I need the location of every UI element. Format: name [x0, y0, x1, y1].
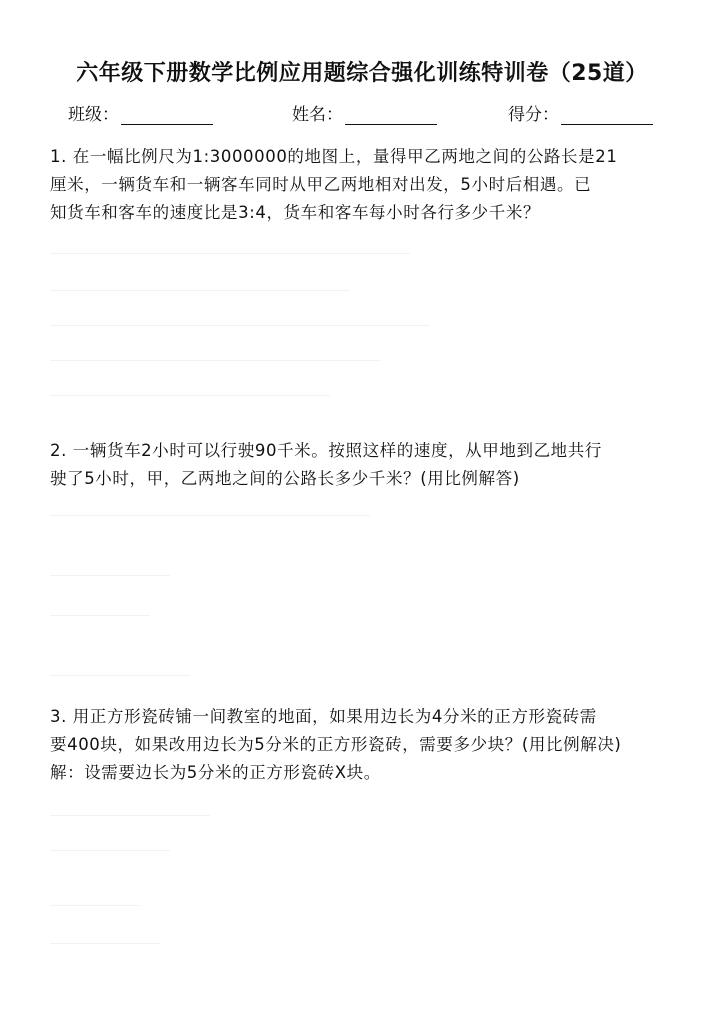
student-info-row: [0, 100, 724, 130]
answer-area-1: [50, 245, 480, 415]
question-1-line-2: 厘米，一辆货车和一辆客车同时从甲乙两地相对出发，5小时后相遇。已: [50, 175, 592, 194]
name-label: 姓名：: [292, 105, 343, 125]
faint-guide-line: [50, 675, 190, 676]
page-title: 六年级下册数学比例应用题综合强化训练特训卷（25道）: [76, 61, 648, 86]
score-label: 得分：: [508, 105, 559, 125]
faint-guide-line: [50, 395, 330, 396]
score-blank: [561, 104, 653, 125]
faint-guide-line: [50, 575, 170, 576]
question-3: [50, 703, 686, 787]
faint-guide-line: [50, 815, 210, 816]
question-2-line-2: 驶了5小时，甲，乙两地之间的公路长多少千米？(用比例解答): [50, 469, 520, 488]
faint-guide-line: [50, 615, 150, 616]
question-3-line-2: 要400块，如果改用边长为5分米的正方形瓷砖，需要多少块？(用比例解决): [50, 735, 622, 754]
class-field: [68, 100, 213, 125]
faint-guide-line: [50, 290, 350, 291]
faint-guide-line: [50, 515, 370, 516]
faint-guide-line: [50, 905, 140, 906]
question-1: [50, 143, 686, 227]
name-blank: [345, 104, 437, 125]
faint-guide-line: [50, 325, 430, 326]
question-3-line-3: 解：设需要边长为5分米的正方形瓷砖X块。: [50, 763, 381, 782]
answer-area-3: [50, 805, 480, 965]
answer-area-2: [50, 505, 480, 690]
score-field: [508, 100, 653, 125]
question-3-line-1: 3. 用正方形瓷砖铺一间教室的地面，如果用边长为4分米的正方形瓷砖需: [50, 707, 597, 726]
faint-guide-line: [50, 360, 380, 361]
faint-guide-line: [50, 850, 170, 851]
class-label: 班级：: [68, 105, 119, 125]
faint-guide-line: [50, 943, 160, 944]
question-1-line-3: 知货车和客车的速度比是3:4，货车和客车每小时各行多少千米？: [50, 203, 541, 222]
faint-guide-line: [50, 253, 410, 254]
name-field: [292, 100, 437, 125]
question-2: [50, 437, 686, 493]
class-blank: [121, 104, 213, 125]
question-2-line-1: 2. 一辆货车2小时可以行驶90千米。按照这样的速度，从甲地到乙地共行: [50, 441, 602, 460]
question-1-line-1: 1. 在一幅比例尺为1:3000000的地图上，量得甲乙两地之间的公路长是21: [50, 147, 618, 166]
